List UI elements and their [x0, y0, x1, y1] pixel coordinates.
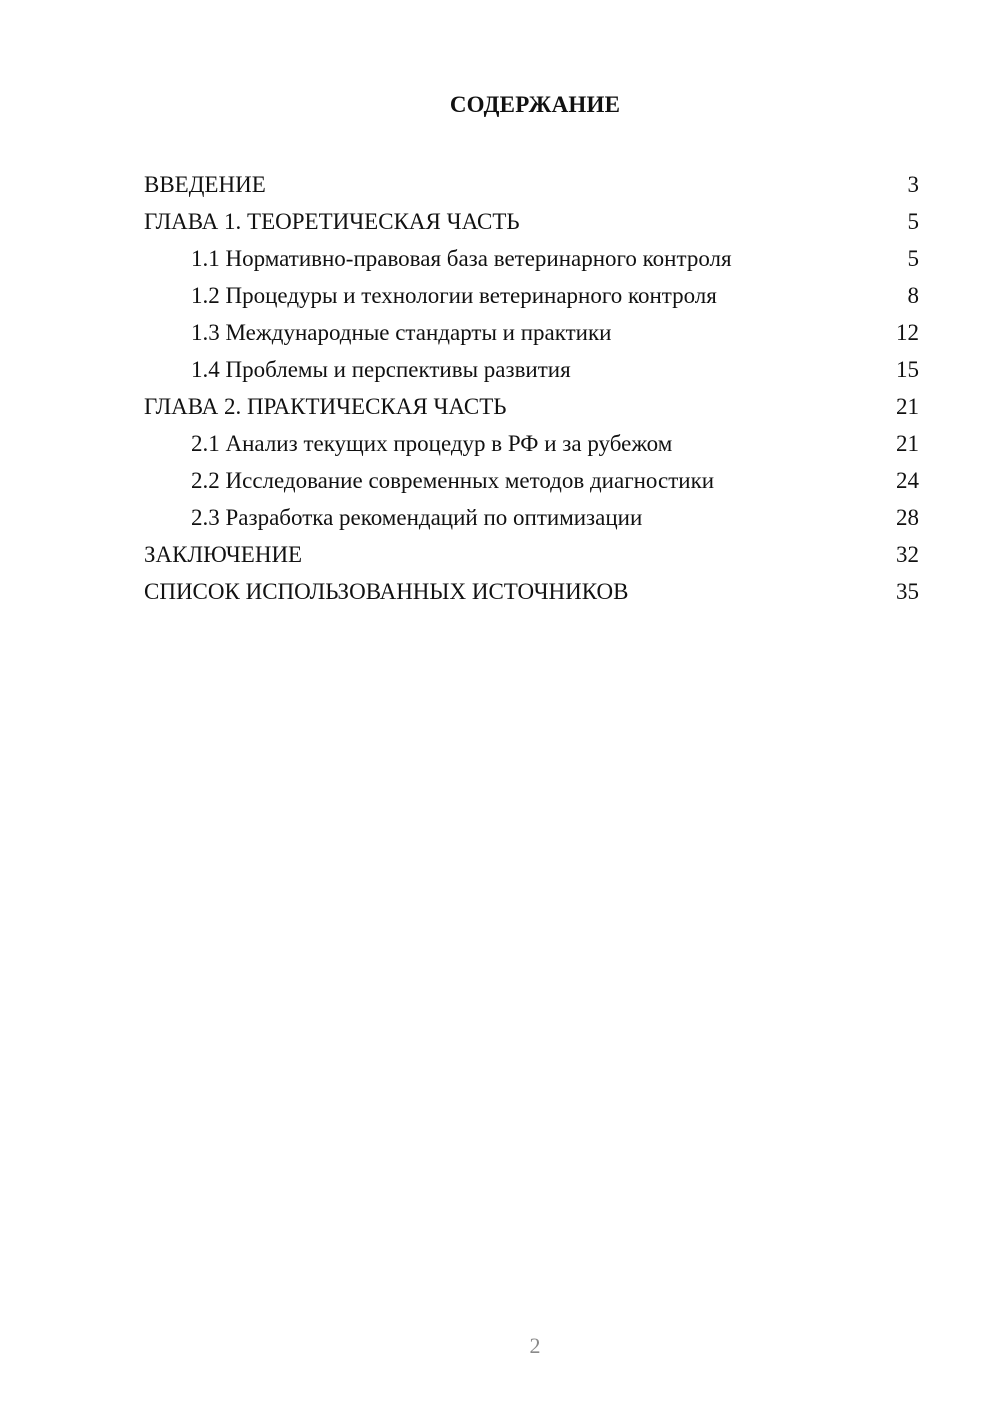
toc-entry-label: 1.3 Международные стандарты и практики: [191, 320, 612, 345]
toc-subentry[interactable]: [144, 240, 919, 277]
page-title: СОДЕРЖАНИЕ: [449, 92, 621, 117]
toc-entry-page: 28: [896, 505, 919, 530]
toc-entry[interactable]: [144, 573, 919, 610]
toc-entry-label: 2.3 Разработка рекомендаций по оптимизации: [191, 505, 643, 530]
toc-entry[interactable]: [144, 536, 919, 573]
toc-entry[interactable]: [144, 388, 919, 425]
toc-subentry[interactable]: [144, 314, 919, 351]
toc-subentry[interactable]: [144, 277, 919, 314]
toc-entry-label: 2.2 Исследование современных методов диагностики: [191, 468, 715, 493]
toc-entry-label: ГЛАВА 2. ПРАКТИЧЕСКАЯ ЧАСТЬ: [144, 394, 507, 419]
toc-subentry[interactable]: [144, 351, 919, 388]
toc-entry-page: 21: [896, 394, 919, 419]
toc-entry-label: 2.1 Анализ текущих процедур в РФ и за рубежом: [191, 431, 673, 456]
toc-entry-label: СПИСОК ИСПОЛЬЗОВАННЫХ ИСТОЧНИКОВ: [144, 579, 629, 604]
toc-entry-page: 8: [907, 283, 919, 308]
toc-entry-page: 5: [907, 209, 919, 234]
toc-entry-page: 5: [907, 246, 919, 271]
toc-entry-page: 24: [896, 468, 919, 493]
toc-entry-label: ГЛАВА 1. ТЕОРЕТИЧЕСКАЯ ЧАСТЬ: [144, 209, 520, 234]
toc-entry[interactable]: [144, 203, 919, 240]
toc-entry-label: 1.2 Процедуры и технологии ветеринарного контроля: [191, 283, 717, 308]
toc-subentry[interactable]: [144, 499, 919, 536]
toc-entry-page: 21: [896, 431, 919, 456]
toc-entry-page: 12: [896, 320, 919, 345]
toc-entry-label: ЗАКЛЮЧЕНИЕ: [144, 542, 303, 567]
toc-entry-page: 32: [896, 542, 919, 567]
toc-entry-label: 1.4 Проблемы и перспективы развития: [191, 357, 571, 382]
toc-entry-label: 1.1 Нормативно-правовая база ветеринарного контроля: [191, 246, 732, 271]
toc-entry-page: 3: [907, 172, 919, 197]
toc-subentry[interactable]: [144, 462, 919, 499]
toc-entry[interactable]: [144, 166, 919, 203]
toc-subentry[interactable]: [144, 425, 919, 462]
page-number: 2: [529, 1333, 541, 1358]
toc-entry-page: 15: [896, 357, 919, 382]
toc-entry-page: 35: [896, 579, 919, 604]
table-of-contents: [144, 166, 919, 610]
toc-entry-label: ВВЕДЕНИЕ: [144, 172, 266, 197]
